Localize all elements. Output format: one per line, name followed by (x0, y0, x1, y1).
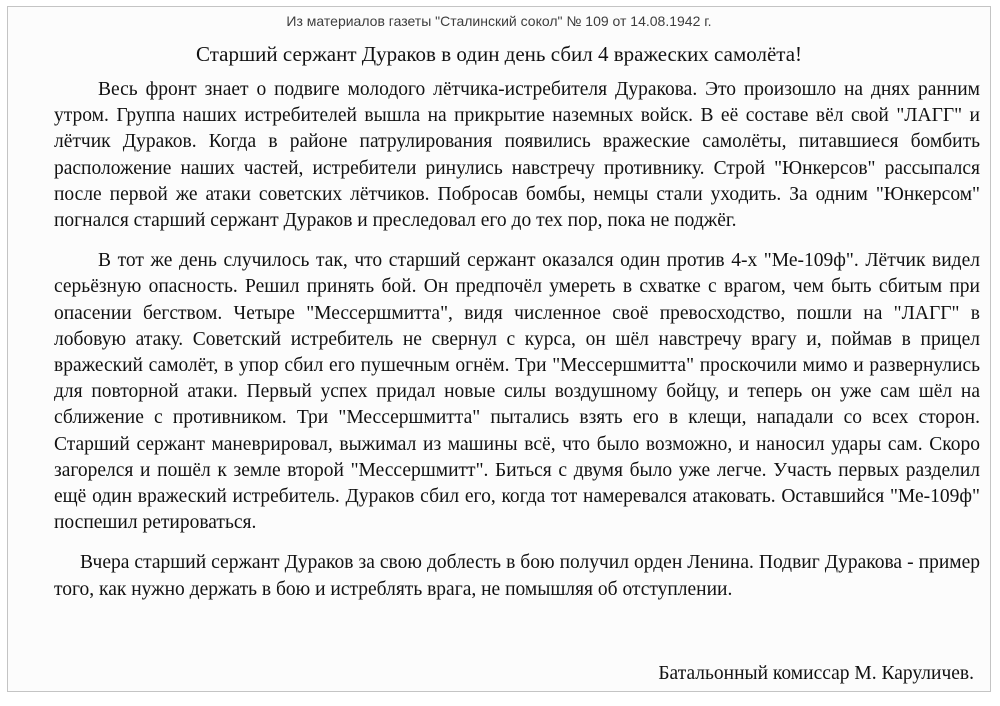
article-headline: Старший сержант Дураков в один день сбил 4 вражеских самолёта! (195, 42, 803, 66)
document-page (7, 6, 991, 692)
source-line: Из материалов газеты "Сталинский сокол" № 109 от 14.08.1942 г. (286, 13, 712, 29)
article-paragraph-3: Вчера старший сержант Дураков за свою доблесть в бою получил орден Ленина. Подвиг Дуракова - пример того, как нужно держать в бою и истреблять врага, не помышляя об отступлении. (54, 552, 980, 600)
article-body (54, 77, 980, 603)
author-signature: Батальонный комиссар М. Каруличев. (658, 663, 974, 684)
article-paragraph-2: В тот же день случилось так, что старший сержант оказался один против 4-х "Ме-109ф". Лётчик видел серьёзную опасность. Решил принять бой. Он предпочёл умереть в схватке с врагом, чем быть сбитым при опасении бегством. Четыре "Мессершмитта", видя численное своё превосходство, пошли на "ЛАГГ" в лобовую атаку. Советский истребитель не свернул с курса, он шёл навстречу врагу и, поймав в прицел вражеский самолёт, в упор сбил его пушечным огнём. Три "Мессершмитта" проскочили мимо и развернулись для повторной атаки. Первый успех придал новые силы воздушному бойцу, и теперь он уже сам шёл на сближение с противником. Три "Мессершмитта" пытались взять его в клещи, нападали со всех сторон. Старший сержант маневрировал, выжимал из машины всё, что было возможно, и наносил удары сам. Скоро загорелся и пошёл к земле второй "Мессершмитт". Биться с двумя было уже легче. Участь первых разделил ещё один вражеский истребитель. Дураков сбил его, когда тот намеревался атаковать. Оставшийся "Ме-109ф" поспешил ретироваться. (54, 250, 980, 534)
article-paragraph-1: Весь фронт знает о подвиге молодого лётчика-истребителя Дуракова. Это произошло на днях ранним утром. Группа наших истребителей вышла на прикрытие наземных войск. В её составе вёл свой "ЛАГГ" и лётчик Дураков. Когда в районе патрулирования появились вражеские самолёты, питавшиеся бомбить расположение наших частей, истребители ринулись навстречу противнику. Строй "Юнкерсов" рассыпался после первой же атаки советских лётчиков. Побросав бомбы, немцы стали уходить. За одним "Юнкерсом" погнался старший сержант Дураков и преследовал его до тех пор, пока не поджёг. (54, 79, 980, 232)
